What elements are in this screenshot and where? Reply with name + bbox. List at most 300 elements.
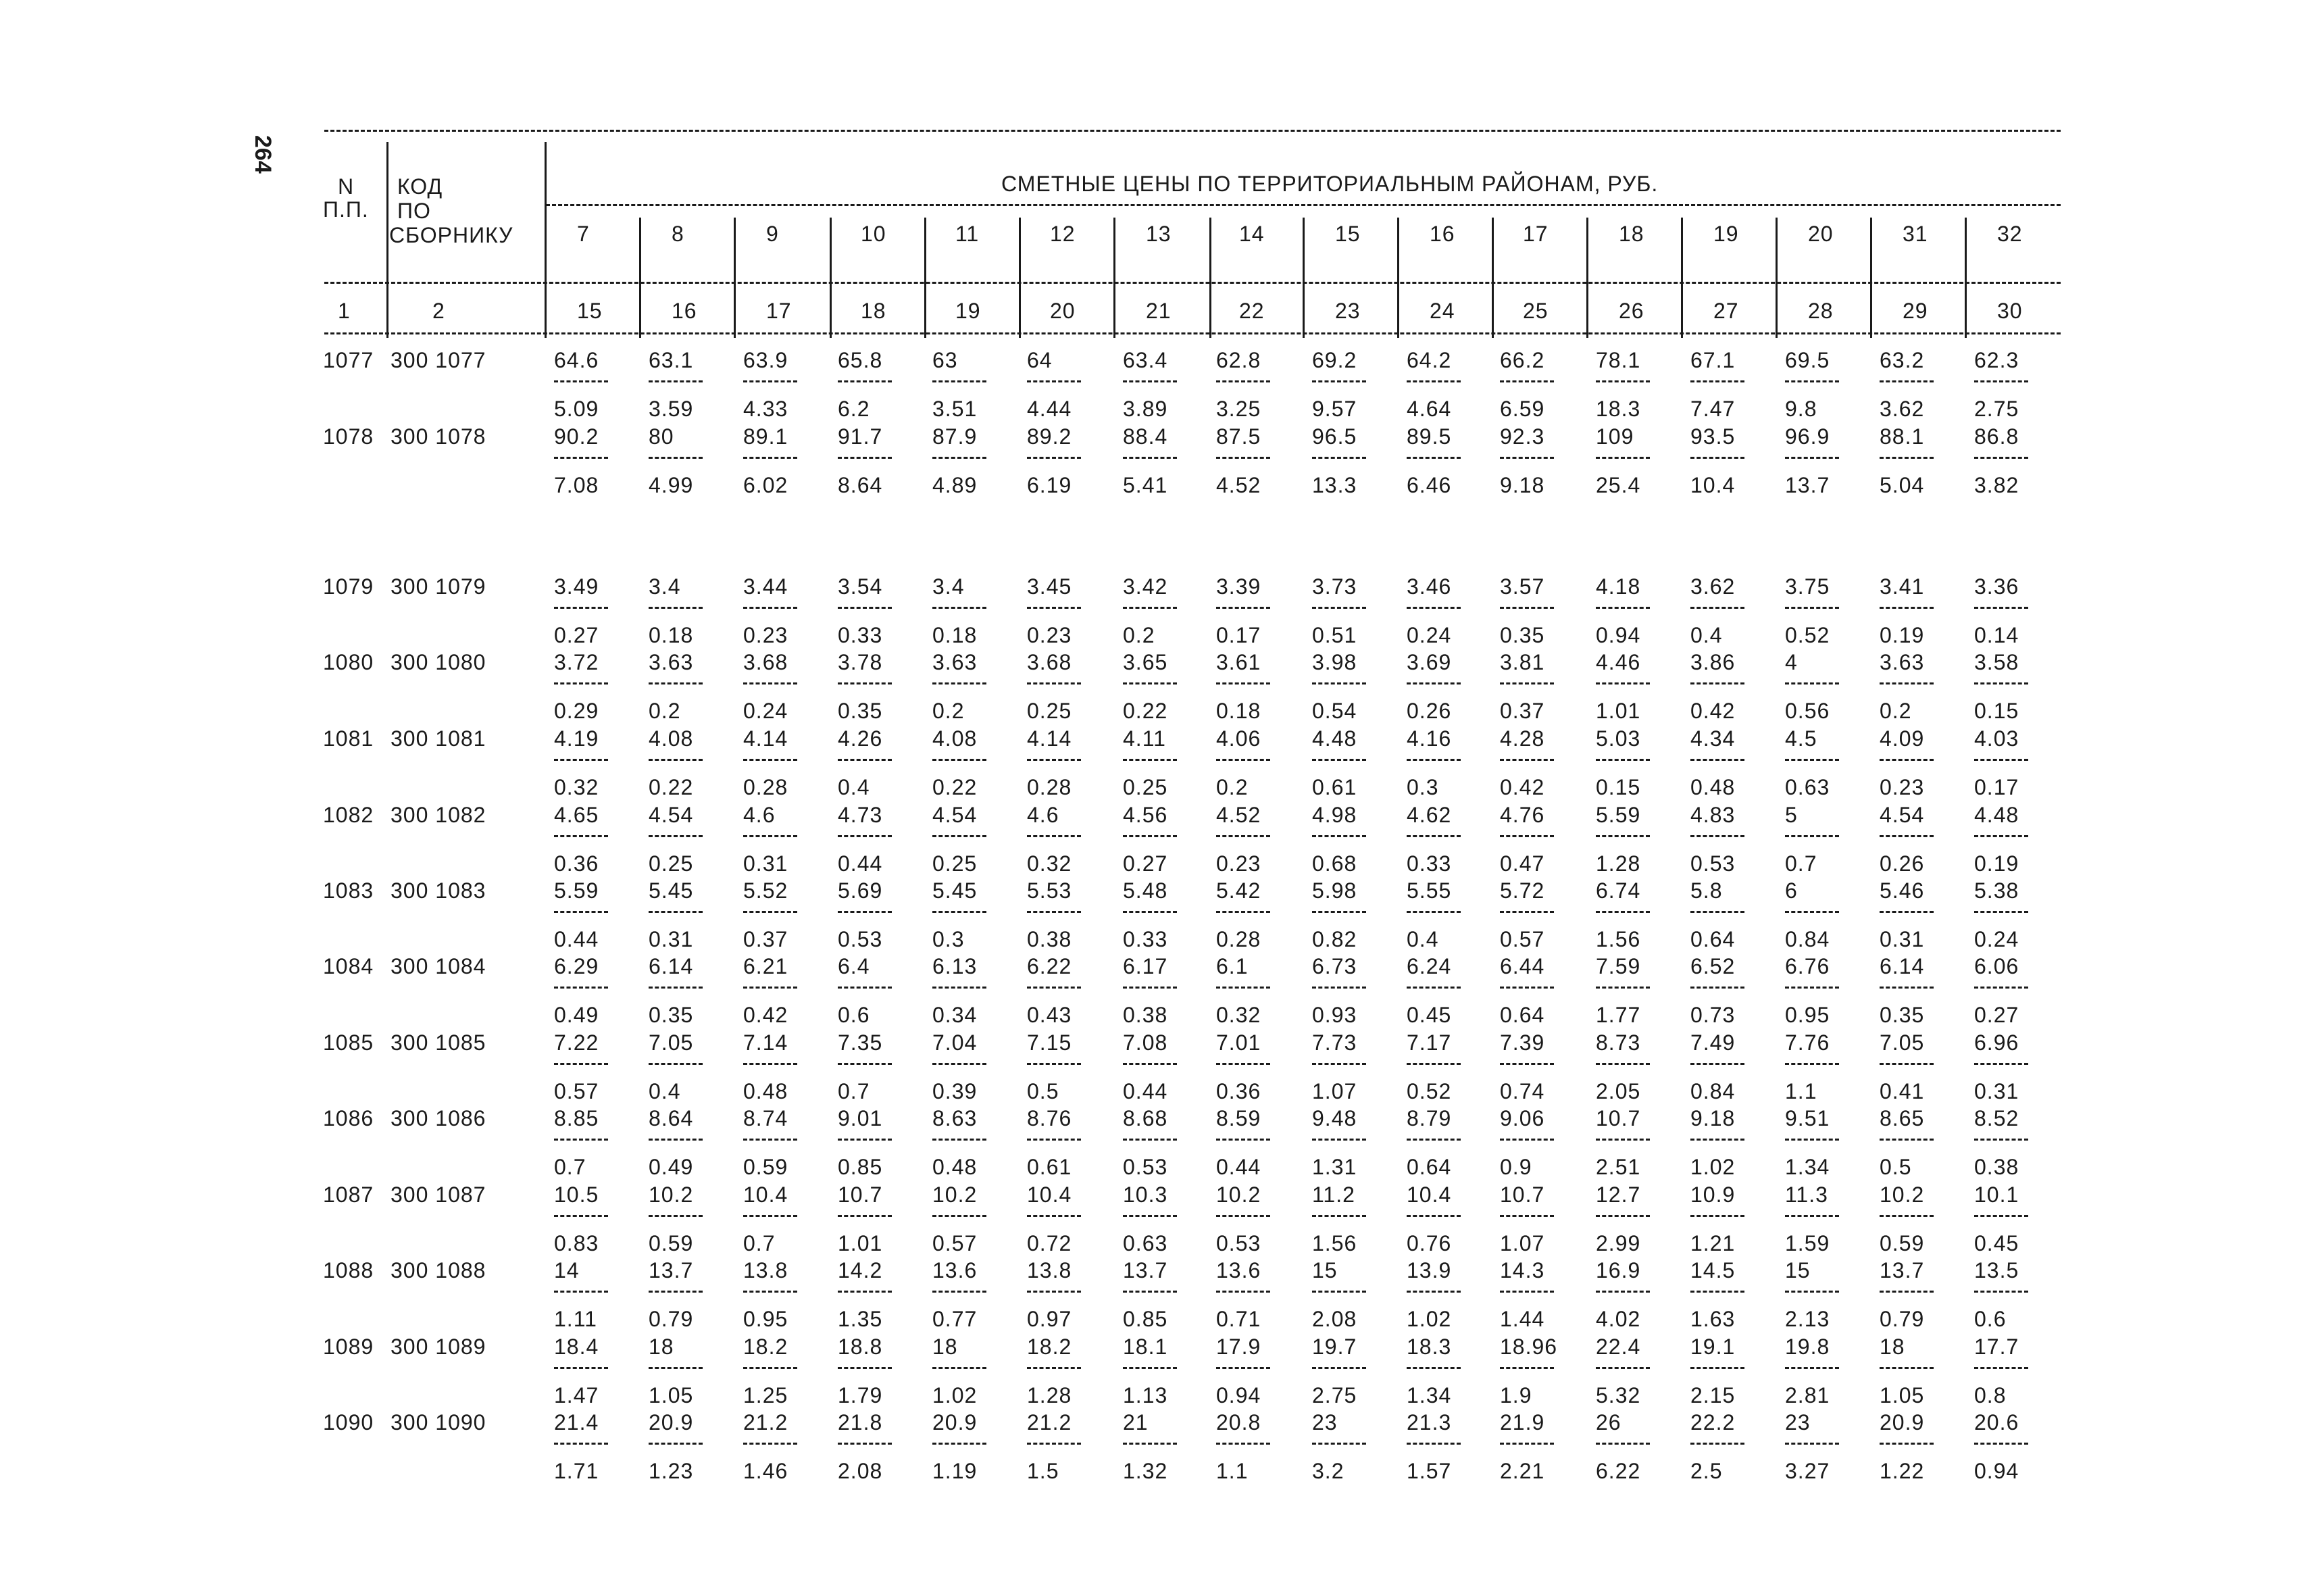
wage-value: 1.21 bbox=[1690, 1231, 1736, 1255]
column-number: 23 bbox=[1335, 299, 1361, 323]
wage-value: 1.56 bbox=[1596, 927, 1641, 951]
cost-value: 8.52 bbox=[1974, 1106, 2019, 1130]
wage-value: 6.19 bbox=[1027, 473, 1072, 497]
wage-value: 2.99 bbox=[1596, 1231, 1641, 1255]
fraction-rule bbox=[1974, 1291, 2028, 1293]
cost-value: 5.8 bbox=[1690, 878, 1723, 903]
column-number: 16 bbox=[672, 299, 697, 323]
wage-value: 0.57 bbox=[1500, 927, 1545, 951]
cost-value: 21.2 bbox=[743, 1410, 788, 1435]
cost-value: 8.65 bbox=[1880, 1106, 1925, 1130]
wage-value: 0.48 bbox=[743, 1079, 788, 1103]
cost-value: 4.54 bbox=[932, 803, 978, 827]
cost-value: 7.73 bbox=[1312, 1030, 1357, 1055]
wage-value: 1.59 bbox=[1785, 1231, 1830, 1255]
cost-value: 6.14 bbox=[1880, 954, 1925, 978]
wage-value: 0.23 bbox=[1216, 851, 1261, 876]
row-code: 300 1079 bbox=[391, 574, 486, 599]
fraction-rule bbox=[1596, 759, 1650, 761]
cost-value: 18.2 bbox=[1027, 1335, 1072, 1359]
row-code: 300 1086 bbox=[391, 1106, 486, 1130]
fraction-rule bbox=[1312, 911, 1366, 913]
wage-value: 9.57 bbox=[1312, 397, 1357, 421]
fraction-rule bbox=[1216, 607, 1270, 609]
fraction-rule bbox=[1785, 682, 1839, 684]
fraction-rule bbox=[1690, 1215, 1744, 1217]
district-header: 11 bbox=[955, 222, 980, 246]
fraction-rule bbox=[1785, 1063, 1839, 1065]
wage-value: 0.7 bbox=[743, 1231, 776, 1255]
cost-value: 7.08 bbox=[1123, 1030, 1168, 1055]
fraction-rule bbox=[1312, 380, 1366, 382]
fraction-rule bbox=[1880, 759, 1934, 761]
cost-value: 3.78 bbox=[838, 650, 883, 674]
header-code-line1: КОД bbox=[397, 174, 443, 199]
wage-value: 0.7 bbox=[1785, 851, 1817, 876]
fraction-rule bbox=[743, 607, 797, 609]
cost-value: 4.52 bbox=[1216, 803, 1261, 827]
wage-value: 0.24 bbox=[743, 699, 788, 723]
wage-value: 0.43 bbox=[1027, 1003, 1072, 1027]
wage-value: 2.75 bbox=[1312, 1383, 1357, 1407]
wage-value: 1.01 bbox=[838, 1231, 883, 1255]
wage-value: 0.53 bbox=[1123, 1155, 1168, 1179]
cost-value: 21.8 bbox=[838, 1410, 883, 1435]
wage-value: 0.61 bbox=[1312, 775, 1357, 799]
wage-value: 1.34 bbox=[1407, 1383, 1452, 1407]
fraction-rule bbox=[1407, 682, 1461, 684]
fraction-rule bbox=[1880, 911, 1934, 913]
fraction-rule bbox=[838, 457, 892, 459]
wage-value: 0.34 bbox=[932, 1003, 978, 1027]
fraction-rule bbox=[1027, 457, 1081, 459]
cost-value: 4.06 bbox=[1216, 726, 1261, 751]
district-header: 8 bbox=[672, 222, 684, 246]
wage-value: 0.83 bbox=[554, 1231, 599, 1255]
cost-value: 4.98 bbox=[1312, 803, 1357, 827]
fraction-rule bbox=[649, 759, 703, 761]
wage-value: 0.45 bbox=[1407, 1003, 1452, 1027]
fraction-rule bbox=[649, 607, 703, 609]
fraction-rule bbox=[1785, 1139, 1839, 1141]
cost-value: 13.5 bbox=[1974, 1258, 2019, 1282]
fraction-rule bbox=[1312, 607, 1366, 609]
wage-value: 0.32 bbox=[554, 775, 599, 799]
wage-value: 0.4 bbox=[838, 775, 870, 799]
wage-value: 0.85 bbox=[838, 1155, 883, 1179]
header-group-title: СМЕТНЫЕ ЦЕНЫ ПО ТЕРРИТОРИАЛЬНЫМ РАЙОНАМ, РУБ. bbox=[1001, 172, 1659, 196]
fraction-rule bbox=[932, 759, 986, 761]
cost-value: 3.36 bbox=[1974, 574, 2019, 599]
fraction-rule bbox=[1690, 1367, 1744, 1369]
cost-value: 5.45 bbox=[932, 878, 978, 903]
row-code: 300 1089 bbox=[391, 1335, 486, 1359]
wage-value: 0.17 bbox=[1216, 623, 1261, 647]
cost-value: 21 bbox=[1123, 1410, 1149, 1435]
row-code: 300 1084 bbox=[391, 954, 486, 978]
row-number: 1081 bbox=[323, 726, 374, 751]
fraction-rule bbox=[1785, 911, 1839, 913]
wage-value: 2.08 bbox=[838, 1459, 883, 1483]
fraction-rule bbox=[838, 911, 892, 913]
header-col-sep bbox=[924, 218, 926, 338]
fraction-rule bbox=[554, 607, 608, 609]
cost-value: 23 bbox=[1785, 1410, 1811, 1435]
wage-value: 1.19 bbox=[932, 1459, 978, 1483]
fraction-rule bbox=[554, 1291, 608, 1293]
wage-value: 2.08 bbox=[1312, 1307, 1357, 1331]
fraction-rule bbox=[1500, 1443, 1554, 1445]
cost-value: 87.5 bbox=[1216, 424, 1261, 449]
cost-value: 6.52 bbox=[1690, 954, 1736, 978]
fraction-rule bbox=[1500, 911, 1554, 913]
cost-value: 8.59 bbox=[1216, 1106, 1261, 1130]
wage-value: 5.41 bbox=[1123, 473, 1168, 497]
cost-value: 3.63 bbox=[1880, 650, 1925, 674]
wage-value: 0.95 bbox=[743, 1307, 788, 1331]
fraction-rule bbox=[649, 1443, 703, 1445]
fraction-rule bbox=[1880, 1443, 1934, 1445]
cost-value: 3.81 bbox=[1500, 650, 1545, 674]
cost-value: 96.9 bbox=[1785, 424, 1830, 449]
cost-value: 89.1 bbox=[743, 424, 788, 449]
row-code: 300 1088 bbox=[391, 1258, 486, 1282]
wage-value: 1.05 bbox=[649, 1383, 694, 1407]
wage-value: 0.95 bbox=[1785, 1003, 1830, 1027]
cost-value: 16.9 bbox=[1596, 1258, 1641, 1282]
wage-value: 9.8 bbox=[1785, 397, 1817, 421]
fraction-rule bbox=[1123, 1443, 1177, 1445]
wage-value: 2.81 bbox=[1785, 1383, 1830, 1407]
wage-value: 0.5 bbox=[1027, 1079, 1059, 1103]
cost-value: 10.2 bbox=[649, 1182, 694, 1207]
fraction-rule bbox=[554, 759, 608, 761]
fraction-rule bbox=[1596, 835, 1650, 837]
cost-value: 4.19 bbox=[554, 726, 599, 751]
wage-value: 3.82 bbox=[1974, 473, 2019, 497]
cost-value: 8.63 bbox=[932, 1106, 978, 1130]
fraction-rule bbox=[1690, 835, 1744, 837]
cost-value: 7.15 bbox=[1027, 1030, 1072, 1055]
wage-value: 0.53 bbox=[1216, 1231, 1261, 1255]
wage-value: 0.77 bbox=[932, 1307, 978, 1331]
fraction-rule bbox=[649, 1139, 703, 1141]
fraction-rule bbox=[743, 1291, 797, 1293]
wage-value: 0.18 bbox=[932, 623, 978, 647]
fraction-rule bbox=[932, 1215, 986, 1217]
header-bottom-rule bbox=[324, 332, 2061, 334]
fraction-rule bbox=[1785, 1443, 1839, 1445]
fraction-rule bbox=[554, 1367, 608, 1369]
wage-value: 0.25 bbox=[932, 851, 978, 876]
cost-value: 13.7 bbox=[649, 1258, 694, 1282]
fraction-rule bbox=[649, 911, 703, 913]
fraction-rule bbox=[1027, 380, 1081, 382]
wage-value: 0.23 bbox=[1880, 775, 1925, 799]
fraction-rule bbox=[1974, 835, 2028, 837]
cost-value: 89.2 bbox=[1027, 424, 1072, 449]
fraction-rule bbox=[1027, 987, 1081, 989]
cost-value: 69.5 bbox=[1785, 348, 1830, 372]
cost-value: 5.46 bbox=[1880, 878, 1925, 903]
cost-value: 88.4 bbox=[1123, 424, 1168, 449]
cost-value: 3.69 bbox=[1407, 650, 1452, 674]
wage-value: 0.49 bbox=[649, 1155, 694, 1179]
fraction-rule bbox=[554, 911, 608, 913]
wage-value: 0.59 bbox=[1880, 1231, 1925, 1255]
cost-value: 92.3 bbox=[1500, 424, 1545, 449]
wage-value: 1.57 bbox=[1407, 1459, 1452, 1483]
wage-value: 0.31 bbox=[1880, 927, 1925, 951]
wage-value: 7.08 bbox=[554, 473, 599, 497]
cost-value: 64.2 bbox=[1407, 348, 1452, 372]
header-code-line3: СБОРНИКУ bbox=[389, 223, 513, 247]
cost-value: 18 bbox=[1880, 1335, 1905, 1359]
fraction-rule bbox=[932, 1367, 986, 1369]
row-code: 300 1078 bbox=[391, 424, 486, 449]
fraction-rule bbox=[1974, 1443, 2028, 1445]
header-col-sep bbox=[1303, 218, 1305, 338]
cost-value: 3.86 bbox=[1690, 650, 1736, 674]
cost-value: 93.5 bbox=[1690, 424, 1736, 449]
cost-value: 3.41 bbox=[1880, 574, 1925, 599]
wage-value: 0.19 bbox=[1880, 623, 1925, 647]
cost-value: 6.76 bbox=[1785, 954, 1830, 978]
cost-value: 21.3 bbox=[1407, 1410, 1452, 1435]
fraction-rule bbox=[1407, 457, 1461, 459]
fraction-rule bbox=[932, 1139, 986, 1141]
cost-value: 6.29 bbox=[554, 954, 599, 978]
district-header: 13 bbox=[1146, 222, 1172, 246]
fraction-rule bbox=[1596, 1139, 1650, 1141]
fraction-rule bbox=[1123, 457, 1177, 459]
fraction-rule bbox=[1785, 380, 1839, 382]
fraction-rule bbox=[1407, 1367, 1461, 1369]
wage-value: 0.42 bbox=[743, 1003, 788, 1027]
fraction-rule bbox=[1690, 682, 1744, 684]
wage-value: 0.84 bbox=[1785, 927, 1830, 951]
wage-value: 1.07 bbox=[1312, 1079, 1357, 1103]
fraction-rule bbox=[1216, 380, 1270, 382]
wage-value: 0.25 bbox=[1123, 775, 1168, 799]
wage-value: 0.9 bbox=[1500, 1155, 1532, 1179]
wage-value: 1.77 bbox=[1596, 1003, 1641, 1027]
row-code: 300 1080 bbox=[391, 650, 486, 674]
wage-value: 3.25 bbox=[1216, 397, 1261, 421]
fraction-rule bbox=[838, 987, 892, 989]
fraction-rule bbox=[838, 1063, 892, 1065]
fraction-rule bbox=[1312, 1215, 1366, 1217]
cost-value: 21.4 bbox=[554, 1410, 599, 1435]
cost-value: 3.62 bbox=[1690, 574, 1736, 599]
wage-value: 0.31 bbox=[649, 927, 694, 951]
cost-value: 64 bbox=[1027, 348, 1053, 372]
wage-value: 0.38 bbox=[1027, 927, 1072, 951]
fraction-rule bbox=[1500, 759, 1554, 761]
cost-value: 3.49 bbox=[554, 574, 599, 599]
wage-value: 0.63 bbox=[1785, 775, 1830, 799]
wage-value: 1.02 bbox=[932, 1383, 978, 1407]
wage-value: 0.4 bbox=[649, 1079, 681, 1103]
header-col-sep bbox=[1113, 218, 1115, 338]
district-header: 7 bbox=[577, 222, 590, 246]
cost-value: 10.7 bbox=[1596, 1106, 1641, 1130]
wage-value: 1.44 bbox=[1500, 1307, 1545, 1331]
header-mid-rule bbox=[546, 204, 2061, 206]
fraction-rule bbox=[1407, 1063, 1461, 1065]
wage-value: 1.71 bbox=[554, 1459, 599, 1483]
fraction-rule bbox=[1690, 1291, 1744, 1293]
wage-value: 0.33 bbox=[1123, 927, 1168, 951]
wage-value: 0.53 bbox=[1690, 851, 1736, 876]
district-header: 14 bbox=[1239, 222, 1265, 246]
fraction-rule bbox=[1500, 835, 1554, 837]
row-number: 1080 bbox=[323, 650, 374, 674]
fraction-rule bbox=[932, 457, 986, 459]
fraction-rule bbox=[1596, 1291, 1650, 1293]
cost-value: 8.68 bbox=[1123, 1106, 1168, 1130]
fraction-rule bbox=[838, 607, 892, 609]
wage-value: 0.97 bbox=[1027, 1307, 1072, 1331]
fraction-rule bbox=[1785, 1291, 1839, 1293]
fraction-rule bbox=[1785, 987, 1839, 989]
header-col-sep bbox=[1209, 218, 1211, 338]
cost-value: 62.8 bbox=[1216, 348, 1261, 372]
header-col-sep bbox=[1870, 218, 1872, 338]
cost-value: 87.9 bbox=[932, 424, 978, 449]
wage-value: 0.17 bbox=[1974, 775, 2019, 799]
cost-value: 69.2 bbox=[1312, 348, 1357, 372]
fraction-rule bbox=[1974, 1367, 2028, 1369]
cost-value: 3.75 bbox=[1785, 574, 1830, 599]
wage-value: 1.1 bbox=[1216, 1459, 1249, 1483]
cost-value: 7.14 bbox=[743, 1030, 788, 1055]
column-number: 24 bbox=[1430, 299, 1455, 323]
cost-value: 7.05 bbox=[1880, 1030, 1925, 1055]
wage-value: 1.5 bbox=[1027, 1459, 1059, 1483]
wage-value: 0.52 bbox=[1785, 623, 1830, 647]
wage-value: 0.28 bbox=[1027, 775, 1072, 799]
cost-value: 18.1 bbox=[1123, 1335, 1168, 1359]
wage-value: 1.01 bbox=[1596, 699, 1641, 723]
cost-value: 13.6 bbox=[1216, 1258, 1261, 1282]
fraction-rule bbox=[1312, 759, 1366, 761]
row-code: 300 1087 bbox=[391, 1182, 486, 1207]
fraction-rule bbox=[1596, 457, 1650, 459]
fraction-rule bbox=[1123, 1139, 1177, 1141]
cost-value: 8.64 bbox=[649, 1106, 694, 1130]
wage-value: 0.42 bbox=[1500, 775, 1545, 799]
row-number: 1079 bbox=[323, 574, 374, 599]
cost-value: 13.9 bbox=[1407, 1258, 1452, 1282]
wage-value: 0.2 bbox=[649, 699, 681, 723]
fraction-rule bbox=[1974, 682, 2028, 684]
wage-value: 0.49 bbox=[554, 1003, 599, 1027]
district-header: 9 bbox=[766, 222, 779, 246]
fraction-rule bbox=[1880, 1367, 1934, 1369]
fraction-rule bbox=[649, 457, 703, 459]
cost-value: 5.45 bbox=[649, 878, 694, 903]
cost-value: 6.06 bbox=[1974, 954, 2019, 978]
fraction-rule bbox=[743, 457, 797, 459]
fraction-rule bbox=[1785, 607, 1839, 609]
cost-value: 88.1 bbox=[1880, 424, 1925, 449]
cost-value: 3.54 bbox=[838, 574, 883, 599]
fraction-rule bbox=[932, 607, 986, 609]
wage-value: 0.37 bbox=[743, 927, 788, 951]
row-number: 1085 bbox=[323, 1030, 374, 1055]
cost-value: 8.85 bbox=[554, 1106, 599, 1130]
cost-value: 8.79 bbox=[1407, 1106, 1452, 1130]
wage-value: 0.31 bbox=[1974, 1079, 2019, 1103]
fraction-rule bbox=[932, 911, 986, 913]
fraction-rule bbox=[1690, 380, 1744, 382]
fraction-rule bbox=[1690, 1139, 1744, 1141]
fraction-rule bbox=[1216, 682, 1270, 684]
wage-value: 0.59 bbox=[649, 1231, 694, 1255]
column-number: 17 bbox=[766, 299, 792, 323]
wage-value: 0.29 bbox=[554, 699, 599, 723]
cost-value: 6.96 bbox=[1974, 1030, 2019, 1055]
column-number: 30 bbox=[1997, 299, 2023, 323]
wage-value: 4.52 bbox=[1216, 473, 1261, 497]
column-number: 15 bbox=[577, 299, 603, 323]
wage-value: 1.46 bbox=[743, 1459, 788, 1483]
cost-value: 19.8 bbox=[1785, 1335, 1830, 1359]
wage-value: 2.51 bbox=[1596, 1155, 1641, 1179]
header-col-sep bbox=[1019, 218, 1021, 338]
cost-value: 14.5 bbox=[1690, 1258, 1736, 1282]
cost-value: 9.06 bbox=[1500, 1106, 1545, 1130]
row-code: 300 1085 bbox=[391, 1030, 486, 1055]
fraction-rule bbox=[1785, 1215, 1839, 1217]
wage-value: 0.63 bbox=[1123, 1231, 1168, 1255]
fraction-rule bbox=[1407, 835, 1461, 837]
column-number: 2 bbox=[432, 299, 445, 323]
cost-value: 5.53 bbox=[1027, 878, 1072, 903]
cost-value: 3.63 bbox=[649, 650, 694, 674]
wage-value: 0.72 bbox=[1027, 1231, 1072, 1255]
wage-value: 1.63 bbox=[1690, 1307, 1736, 1331]
fraction-rule bbox=[1216, 1139, 1270, 1141]
wage-value: 5.32 bbox=[1596, 1383, 1641, 1407]
wage-value: 0.22 bbox=[932, 775, 978, 799]
header-col-sep bbox=[1492, 218, 1494, 338]
cost-value: 62.3 bbox=[1974, 348, 2019, 372]
fraction-rule bbox=[743, 1063, 797, 1065]
fraction-rule bbox=[1880, 987, 1934, 989]
fraction-rule bbox=[1123, 1291, 1177, 1293]
fraction-rule bbox=[554, 1063, 608, 1065]
cost-value: 3.68 bbox=[743, 650, 788, 674]
cost-value: 90.2 bbox=[554, 424, 599, 449]
cost-value: 4.26 bbox=[838, 726, 883, 751]
fraction-rule bbox=[932, 987, 986, 989]
fraction-rule bbox=[1500, 607, 1554, 609]
fraction-rule bbox=[932, 682, 986, 684]
fraction-rule bbox=[743, 1139, 797, 1141]
cost-value: 6.22 bbox=[1027, 954, 1072, 978]
wage-value: 0.27 bbox=[1974, 1003, 2019, 1027]
fraction-rule bbox=[932, 835, 986, 837]
wage-value: 0.33 bbox=[1407, 851, 1452, 876]
wage-value: 0.54 bbox=[1312, 699, 1357, 723]
cost-value: 14.3 bbox=[1500, 1258, 1545, 1282]
wage-value: 5.09 bbox=[554, 397, 599, 421]
cost-value: 4.18 bbox=[1596, 574, 1641, 599]
fraction-rule bbox=[743, 1443, 797, 1445]
fraction-rule bbox=[838, 1367, 892, 1369]
